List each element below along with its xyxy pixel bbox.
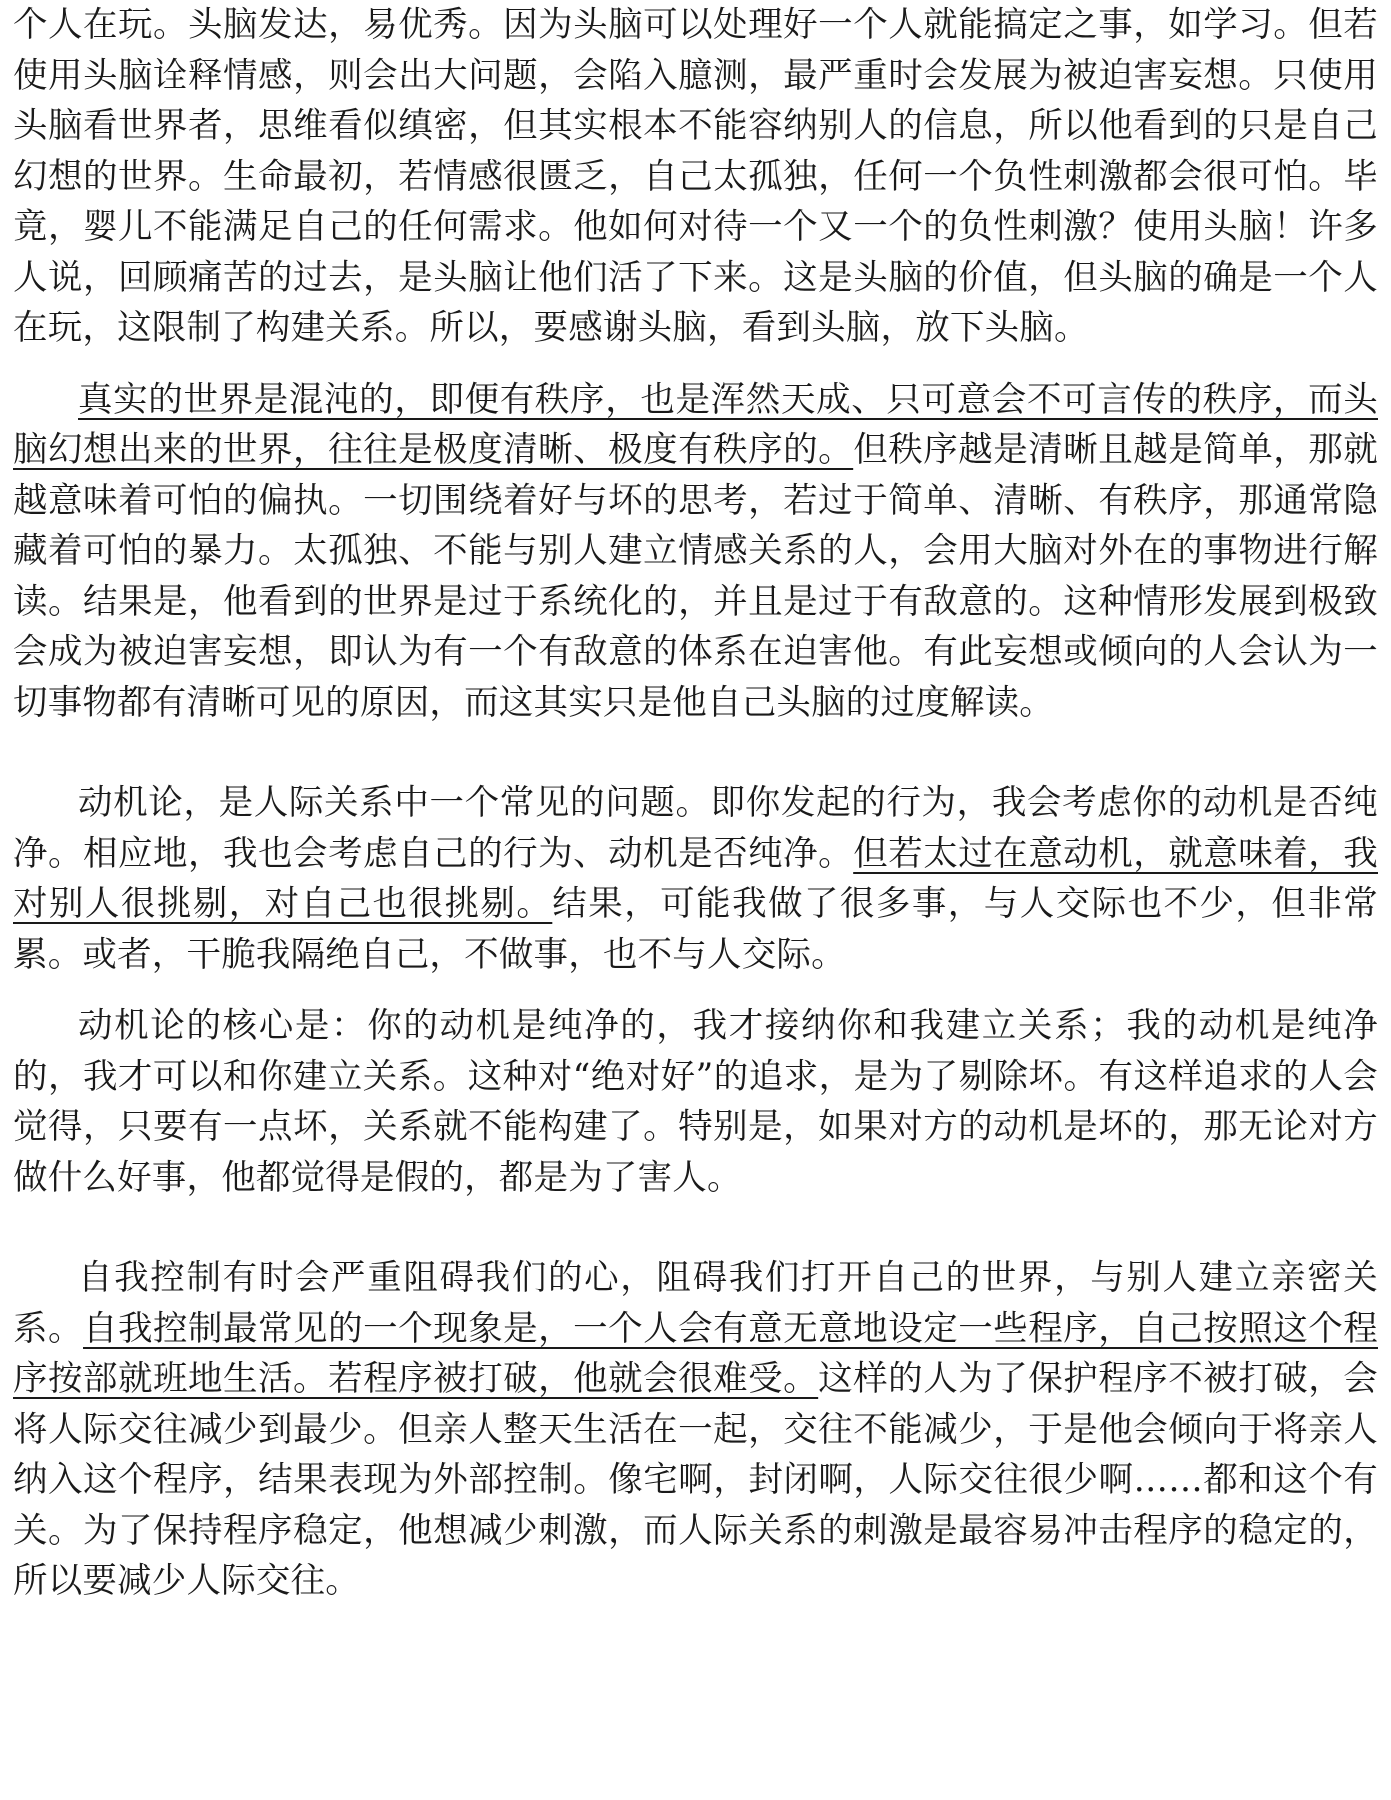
paragraph-3 [13, 778, 1378, 980]
paragraph-3-underlined-text: 但若太过在意动机，就意味着，我对别人很挑剔，对自己也很挑剔。 [13, 833, 1378, 924]
paragraph-5-underlined-text: 自我控制最常见的一个现象是，一个人会有意无意地设定一些程序，自己按照这个程序按部就班地生活。若程序被打破，他就会很难受。 [13, 1308, 1378, 1399]
paragraph-4 [13, 1001, 1378, 1203]
paragraph-4-text: 动机论的核心是：你的动机是纯净的，我才接纳你和我建立关系；我的动机是纯净的，我才可以和你建立关系。这种对“绝对好”的追求，是为了剔除坏。有这样追求的人会觉得，只要有一点坏，关系就不能构建了。特别是，如果对方的动机是坏的，那无论对方做什么好事，他都觉得是假的，都是为了害人。 [13, 1006, 1378, 1198]
paragraph-1-text: 个人在玩。头脑发达，易优秀。因为头脑可以处理好一个人就能搞定之事，如学习。但若使用头脑诠释情感，则会出大问题，会陷入臆测，最严重时会发展为被迫害妄想。只使用头脑看世界者，思维看似缜密，但其实根本不能容纳别人的信息，所以他看到的只是自己幻想的世界。生命最初，若情感很匮乏，自己太孤独，任何一个负性刺激都会很可怕。毕竟，婴儿不能满足自己的任何需求。他如何对待一个又一个的负性刺激？使用头脑！许多人说，回顾痛苦的过去，是头脑让他们活了下来。这是头脑的价值，但头脑的确是一个人在玩，这限制了构建关系。所以，要感谢头脑，看到头脑，放下头脑。 [13, 5, 1378, 348]
paragraph-3-text-start: 动机论，是人际关系中一个常见的问题。即你发起的行为，我会考虑你的动机是否纯净。相应地，我也会考虑自己的行为、动机是否纯净。 [13, 783, 1378, 874]
paragraph-2-underlined-text: 真实的世界是混沌的，即便有秩序，也是浑然天成、只可意会不可言传的秩序，而头脑幻想出来的世界，往往是极度清晰、极度有秩序的。 [13, 379, 1378, 470]
paragraph-1 [13, 0, 1378, 354]
paragraph-5-text-end: 这样的人为了保护程序不被打破，会将人际交往减少到最少。但亲人整天生活在一起，交往不能减少，于是他会倾向于将亲人纳入这个程序，结果表现为外部控制。像宅啊，封闭啊，人际交往很少啊……都和这个有关。为了保持程序稳定，他想减少刺激，而人际关系的刺激是最容易冲击程序的稳定的，所以要减少人际交往。 [13, 1359, 1378, 1601]
paragraph-5-text-start: 自我控制有时会严重阻碍我们的心，阻碍我们打开自己的世界，与别人建立亲密关系。 [13, 1258, 1378, 1349]
document-page [13, 0, 1378, 1607]
paragraph-2 [13, 375, 1378, 729]
paragraph-3-text-end: 结果，可能我做了很多事，与人交际也不少，但非常累。或者，干脆我隔绝自己，不做事，也不与人交际。 [13, 884, 1378, 975]
paragraph-2-text: 但秩序越是清晰且越是简单，那就越意味着可怕的偏执。一切围绕着好与坏的思考，若过于简单、清晰、有秩序，那通常隐藏着可怕的暴力。太孤独、不能与别人建立情感关系的人，会用大脑对外在的事物进行解读。结果是，他看到的世界是过于系统化的，并且是过于有敌意的。这种情形发展到极致会成为被迫害妄想，即认为有一个有敌意的体系在迫害他。有此妄想或倾向的人会认为一切事物都有清晰可见的原因，而这其实只是他自己头脑的过度解读。 [13, 430, 1378, 723]
paragraph-5 [13, 1253, 1378, 1607]
